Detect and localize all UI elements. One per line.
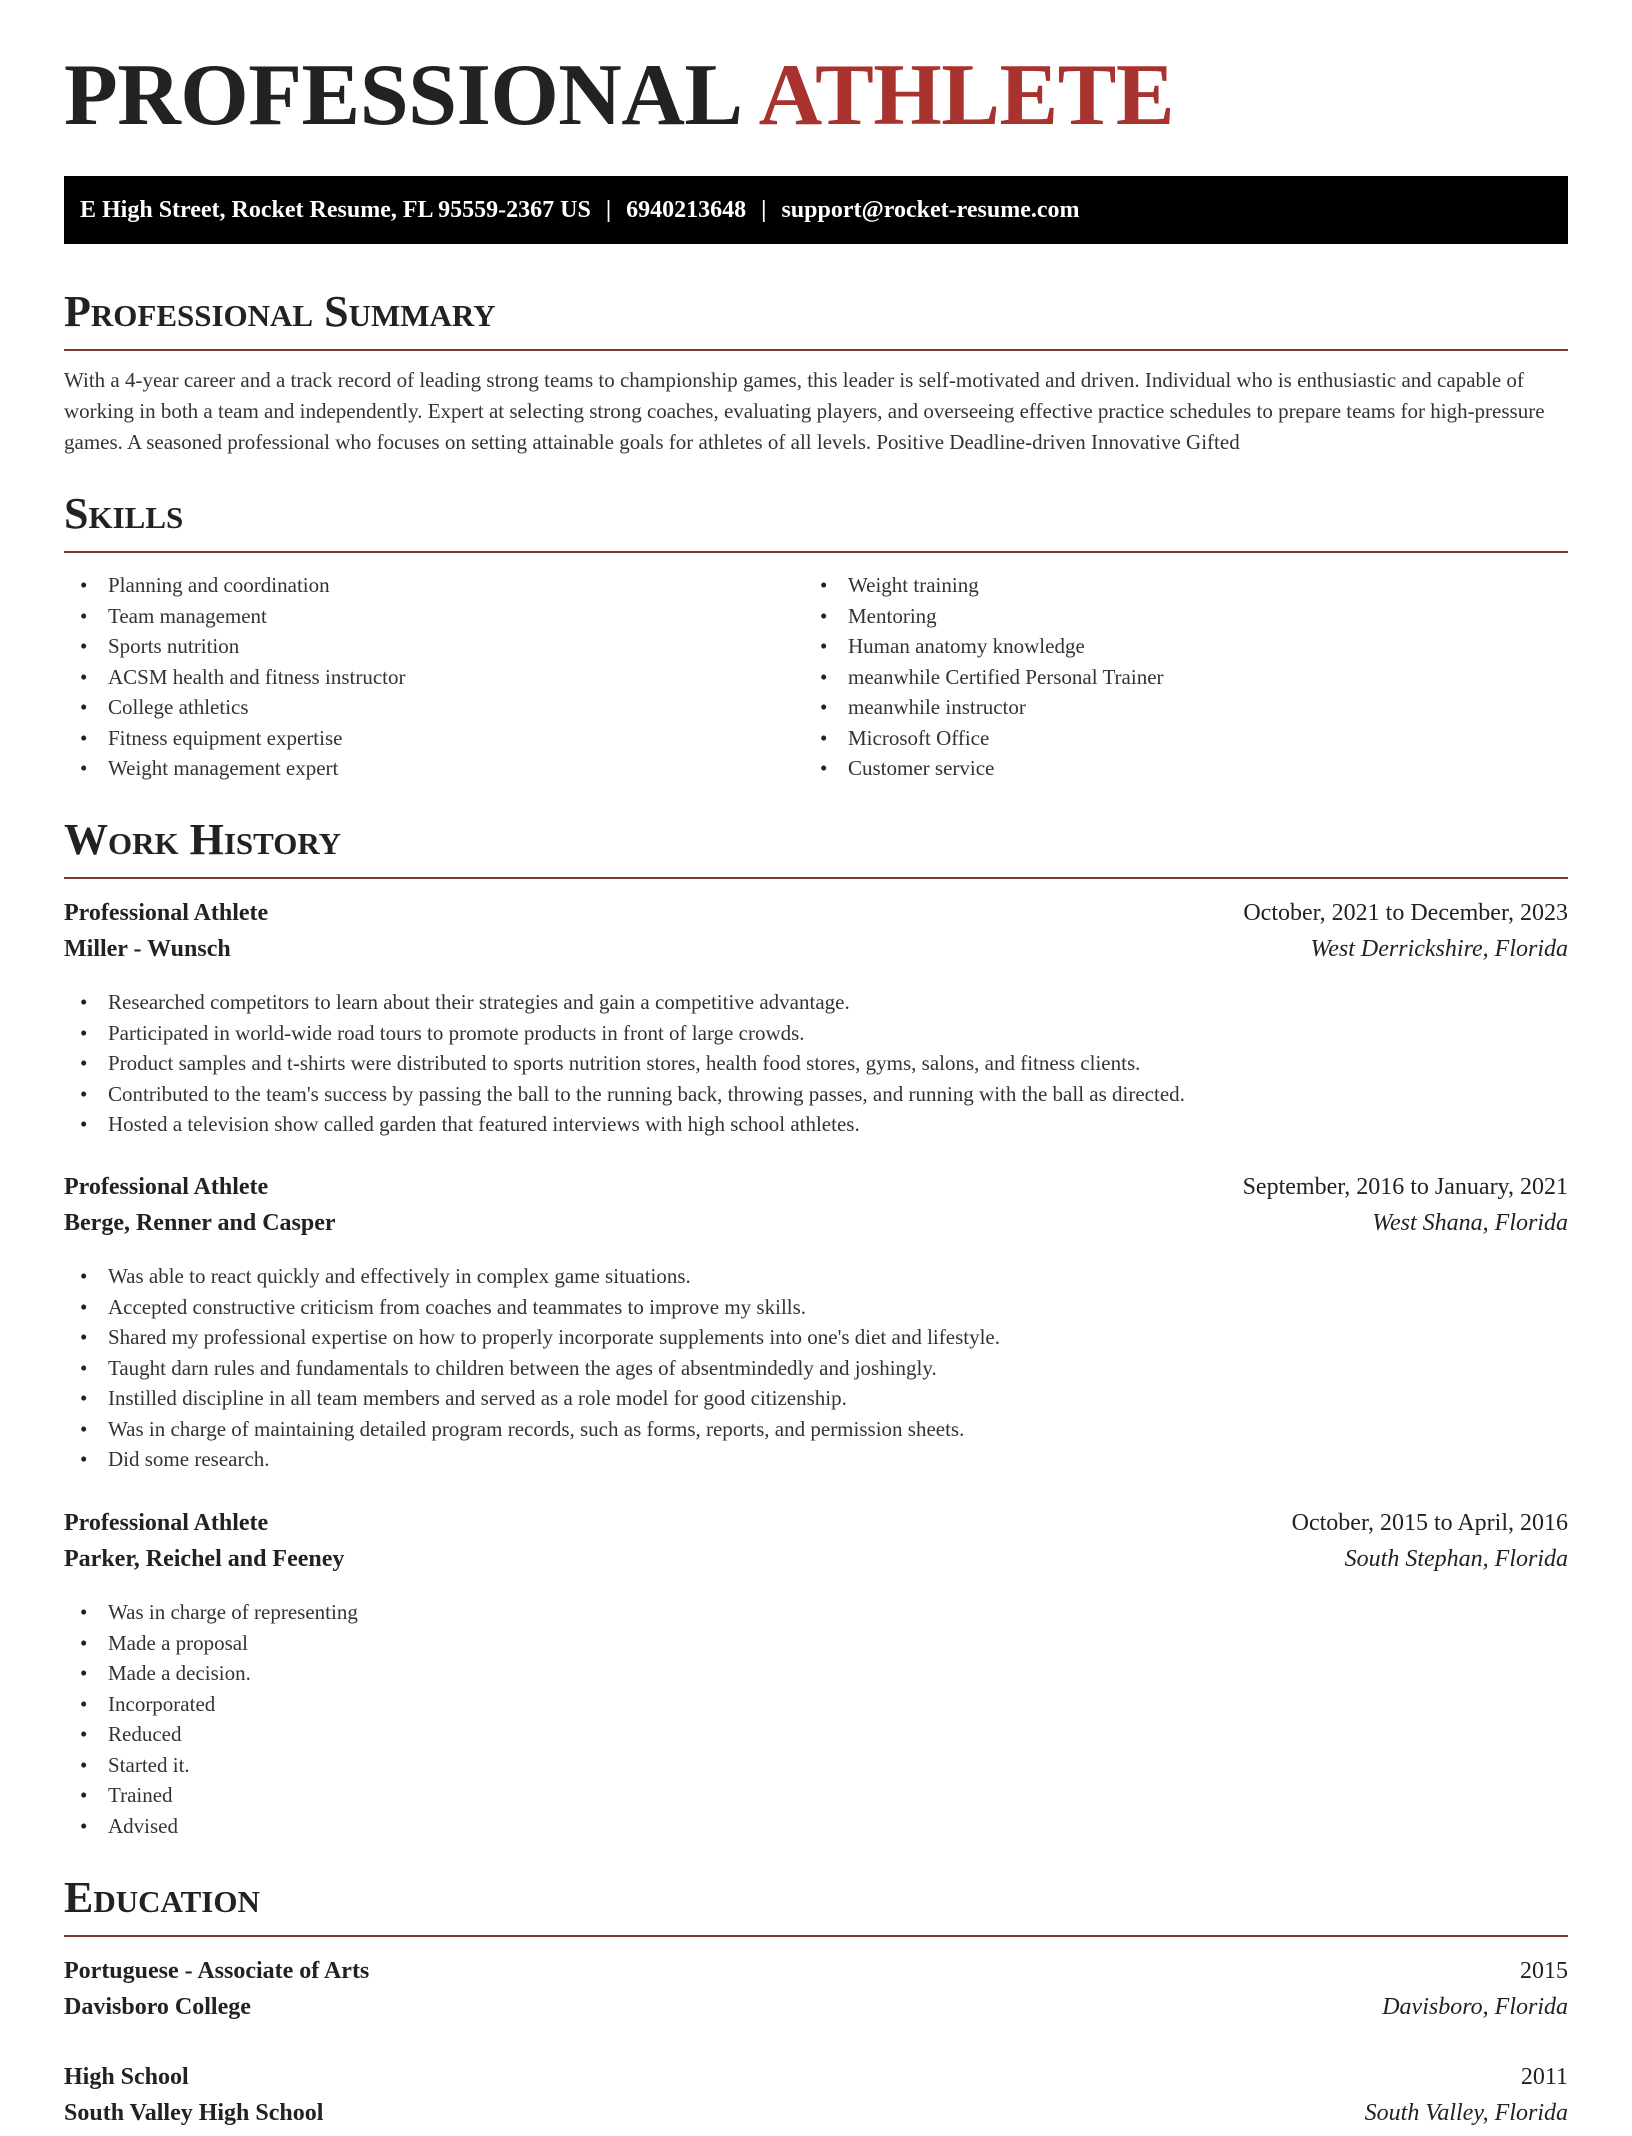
job-entry <box>64 900 1568 1140</box>
job-company: Miller - Wunsch <box>64 936 231 962</box>
job-bullet: • Contributed to the team's success by passing the ball to the running back, throwing passes, and running with the ball as directed. <box>64 1079 1568 1110</box>
contact-address: E High Street, Rocket Resume, FL 95559-2367 US <box>80 197 591 223</box>
skills-section <box>64 489 1568 790</box>
skill-item: • Mentoring <box>804 601 1164 632</box>
education-school: South Valley High School <box>64 2100 324 2126</box>
job-bullet: • Did some research. <box>64 1444 1568 1475</box>
education-entry <box>64 2064 1568 2136</box>
title-first-word: PROFESSIONAL <box>64 47 743 144</box>
skill-item: • Human anatomy knowledge <box>804 631 1164 662</box>
job-bullet: • Researched competitors to learn about their strategies and gain a competitive advantage. <box>64 987 1568 1018</box>
skill-item: • ACSM health and fitness instructor <box>64 662 405 693</box>
job-bullet: • Product samples and t-shirts were distributed to sports nutrition stores, health food stores, gyms, salons, and fitness clients. <box>64 1048 1568 1079</box>
section-divider <box>64 1935 1568 1937</box>
job-bullet: • Taught darn rules and fundamentals to children between the ages of absentmindedly and joshingly. <box>64 1353 1568 1384</box>
job-bullet: • Participated in world-wide road tours to promote products in front of large crowds. <box>64 1018 1568 1049</box>
job-bullet: • Was in charge of maintaining detailed program records, such as forms, reports, and permission sheets. <box>64 1414 1568 1445</box>
skill-item: • Weight management expert <box>64 753 405 784</box>
job-bullet: • Accepted constructive criticism from coaches and teammates to improve my skills. <box>64 1292 1568 1323</box>
skill-item: • College athletics <box>64 692 405 723</box>
education-heading: Education <box>64 1873 260 1922</box>
contact-bar <box>64 176 1568 244</box>
skills-list-right <box>804 570 1164 784</box>
job-dates: September, 2016 to January, 2021 <box>1242 1174 1568 1200</box>
job-bullet: • Made a proposal <box>64 1628 1568 1659</box>
job-bullet: • Was in charge of representing <box>64 1597 1568 1628</box>
skill-item: • Planning and coordination <box>64 570 405 601</box>
job-bullet: • Instilled discipline in all team members and served as a role model for good citizenship. <box>64 1383 1568 1414</box>
contact-phone: 6940213648 <box>626 197 747 223</box>
work-history-section <box>64 815 1568 879</box>
education-section <box>64 1873 1568 1937</box>
summary-section <box>64 287 1568 458</box>
job-bullet: • Trained <box>64 1780 1568 1811</box>
education-degree: High School <box>64 2064 189 2090</box>
job-location: West Shana, Florida <box>1372 1210 1568 1236</box>
skill-item: • Weight training <box>804 570 1164 601</box>
education-location: Davisboro, Florida <box>1382 1994 1568 2020</box>
job-title: Professional Athlete <box>64 1510 269 1536</box>
job-entry <box>64 1510 1568 1841</box>
job-title: Professional Athlete <box>64 900 269 926</box>
job-bullets <box>64 987 1568 1140</box>
job-bullet: • Reduced <box>64 1719 1568 1750</box>
section-divider <box>64 877 1568 879</box>
skill-item: • meanwhile Certified Personal Trainer <box>804 662 1164 693</box>
skills-heading: Skills <box>64 489 184 538</box>
job-entry <box>64 1174 1568 1475</box>
education-degree: Portuguese - Associate of Arts <box>64 1958 370 1984</box>
job-bullet: • Started it. <box>64 1750 1568 1781</box>
skills-list-left <box>64 570 405 784</box>
contact-separator: | <box>605 197 612 223</box>
contact-email: support@rocket-resume.com <box>781 197 1080 223</box>
education-year: 2011 <box>1520 2064 1568 2090</box>
job-bullets <box>64 1597 1568 1841</box>
summary-heading: Professional Summary <box>64 287 496 336</box>
skill-item: • Team management <box>64 601 405 632</box>
job-company: Parker, Reichel and Feeney <box>64 1546 345 1572</box>
skill-item: • Fitness equipment expertise <box>64 723 405 754</box>
section-divider <box>64 551 1568 553</box>
skill-item: • Sports nutrition <box>64 631 405 662</box>
contact-separator: | <box>761 197 767 223</box>
job-dates: October, 2015 to April, 2016 <box>1291 1510 1568 1536</box>
summary-text: With a 4-year career and a track record of leading strong teams to championship games, this leader is self-motivated and driven. Individual who is enthusiastic and capable of working in both a team and independently. Expert at selecting strong coaches, evaluating players, and overseeing effective practice schedules to prepare teams for high-pressure games. A seasoned professional who focuses on setting attainable goals for athletes of all levels. Positive Deadline-driven Innovative Gifted <box>64 368 1545 454</box>
job-location: West Derrickshire, Florida <box>1310 936 1568 962</box>
work-history-heading: Work History <box>64 815 342 864</box>
section-divider <box>64 349 1568 351</box>
job-bullet: • Was able to react quickly and effectively in complex game situations. <box>64 1261 1568 1292</box>
job-company: Berge, Renner and Casper <box>64 1210 336 1236</box>
job-bullet: • Advised <box>64 1811 1568 1842</box>
job-dates: October, 2021 to December, 2023 <box>1243 900 1568 926</box>
job-bullet: • Made a decision. <box>64 1658 1568 1689</box>
job-location: South Stephan, Florida <box>1344 1546 1568 1572</box>
job-title: Professional Athlete <box>64 1174 269 1200</box>
education-school: Davisboro College <box>64 1994 251 2020</box>
education-year: 2015 <box>1520 1958 1568 1984</box>
education-entry <box>64 1958 1568 2030</box>
job-bullet: • Shared my professional expertise on how to properly incorporate supplements into one's diet and lifestyle. <box>64 1322 1568 1353</box>
skill-item: • Customer service <box>804 753 1164 784</box>
title-second-word: ATHLETE <box>758 47 1175 144</box>
resume-title <box>64 47 1175 144</box>
job-bullets <box>64 1261 1568 1475</box>
skill-item: • meanwhile instructor <box>804 692 1164 723</box>
skill-item: • Microsoft Office <box>804 723 1164 754</box>
job-bullet: • Hosted a television show called garden that featured interviews with high school athletes. <box>64 1109 1568 1140</box>
education-location: South Valley, Florida <box>1364 2100 1568 2126</box>
job-bullet: • Incorporated <box>64 1689 1568 1720</box>
